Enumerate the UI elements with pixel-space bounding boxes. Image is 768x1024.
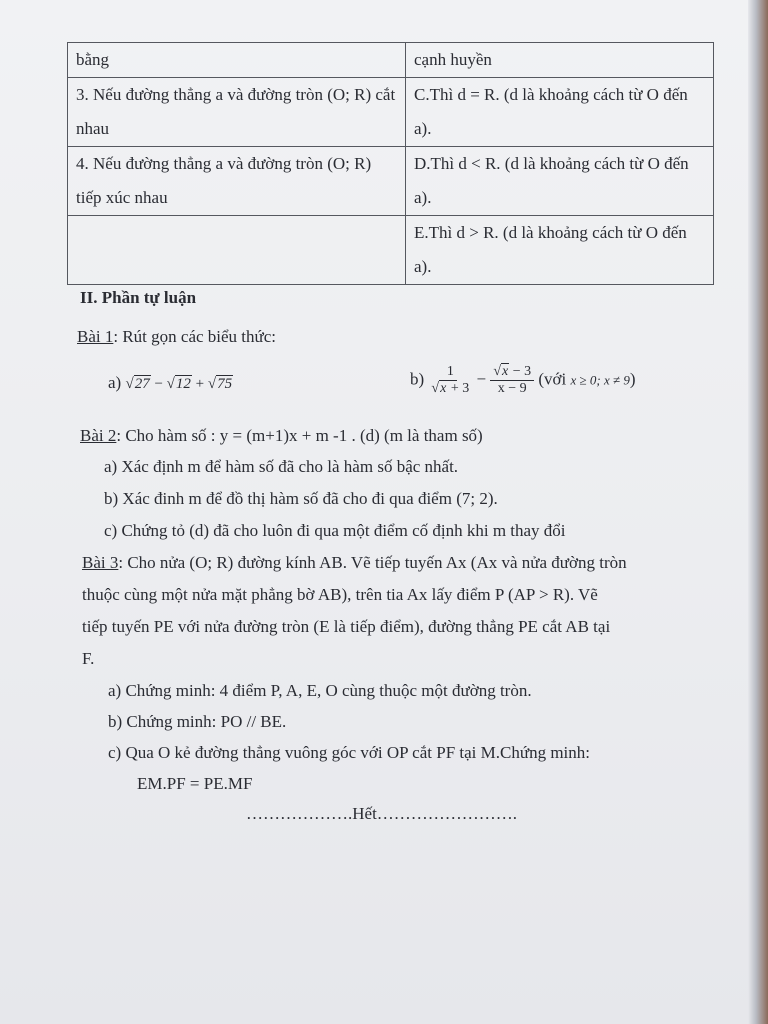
denominator: √x + 3 [431, 381, 470, 396]
table-cell-left: 4. Nếu đường thẳng a và đường tròn (O; R) tiếp xúc nhau [68, 147, 406, 216]
bai3-line4: F. [82, 649, 95, 668]
bai3-line1 [82, 553, 627, 573]
bai3-label: Bài 3 [82, 553, 119, 572]
table-cell-left [68, 216, 406, 285]
bai3-b: b) Chứng minh: PO // BE. [108, 712, 287, 731]
table-cell-right: C.Thì d = R. (d là khoảng cách từ O đến a). [406, 78, 714, 147]
bai1-a-expression: √27 − √12 + √75 [125, 376, 233, 392]
bai3-c2: EM.PF = PE.MF [137, 774, 253, 793]
radicand: 12 [175, 376, 191, 392]
fraction-1 [428, 364, 472, 397]
bai1-heading [77, 327, 276, 347]
bai2-label: Bài 2 [80, 426, 117, 445]
table-row [68, 78, 714, 147]
bai3-text: : Cho nửa (O; R) đường kính AB. Vẽ tiếp tuyến Ax (Ax và nửa đường tròn [118, 553, 627, 572]
bai1-a [108, 373, 233, 393]
bai1-a-label: a) [108, 373, 122, 392]
fraction-2 [490, 364, 534, 397]
bai2-heading [80, 426, 483, 446]
bai1-text: : Rút gọn các biểu thức: [113, 327, 277, 346]
table-cell-left: 3. Nếu đường thẳng a và đường tròn (O; R) cắt nhau [68, 78, 406, 147]
matching-table [67, 42, 714, 285]
table-row [68, 147, 714, 216]
radicand: x [502, 364, 509, 379]
numerator: √x − 3 [490, 364, 534, 381]
end-marker: ……………….Hết……………………. [246, 804, 518, 823]
bai1-label: Bài 1 [77, 327, 114, 346]
bai1-b-label: b) [410, 369, 425, 389]
table-cell-left: bằng [68, 43, 406, 78]
radicand: 75 [217, 376, 233, 392]
bai3-line3: tiếp tuyến PE với nửa đường tròn (E là tiếp điểm), đường thẳng PE cắt AB tại [82, 617, 611, 636]
radicand: 27 [134, 376, 150, 392]
table-cell-right: cạnh huyền [406, 43, 714, 78]
table-cell-right: D.Thì d < R. (d là khoảng cách từ O đến a). [406, 147, 714, 216]
bai3-line2: thuộc cùng một nửa mặt phẳng bờ AB), trên tia Ax lấy điểm P (AP > R). Vẽ [82, 585, 598, 604]
paper-edge-shadow [748, 0, 768, 1024]
numerator: 1 [444, 364, 457, 381]
bai2-b: b) Xác đinh m để đồ thị hàm số đã cho đi qua điểm (7; 2). [104, 489, 498, 508]
bai1-b: b) $\frac{1}{√x + 3}$ − $\frac{√x - 3}{x - 9}$ (với x ≥ 0; x ≠ 9) [410, 364, 636, 396]
bai3-a: a) Chứng minh: 4 điểm P, A, E, O cùng thuộc một đường tròn. [108, 681, 532, 700]
condition-close: ) [629, 369, 636, 389]
bai2-text: : Cho hàm số : y = (m+1)x + m -1 . (d) (m là tham số) [116, 426, 483, 445]
bai2-c: c) Chứng tỏ (d) đã cho luôn đi qua một điểm cố định khi m thay đổi [104, 521, 566, 540]
radicand: x [440, 381, 447, 396]
den-rest: + 3 [447, 381, 470, 396]
bai2-a: a) Xác định m để hàm số đã cho là hàm số bậc nhất. [104, 457, 459, 476]
bai3-c: c) Qua O kẻ đường thẳng vuông góc với OP cắt PF tại M.Chứng minh: [108, 743, 590, 762]
section-title: II. Phần tự luận [80, 288, 197, 307]
table-row [68, 43, 714, 78]
denominator: x − 9 [497, 381, 527, 396]
table-cell-right: E.Thì d > R. (d là khoảng cách từ O đến a). [406, 216, 714, 285]
condition: x ≥ 0; x ≠ 9 [570, 372, 630, 388]
condition-open: (với [538, 369, 567, 389]
num-rest: − 3 [509, 364, 532, 379]
table-row [68, 216, 714, 285]
